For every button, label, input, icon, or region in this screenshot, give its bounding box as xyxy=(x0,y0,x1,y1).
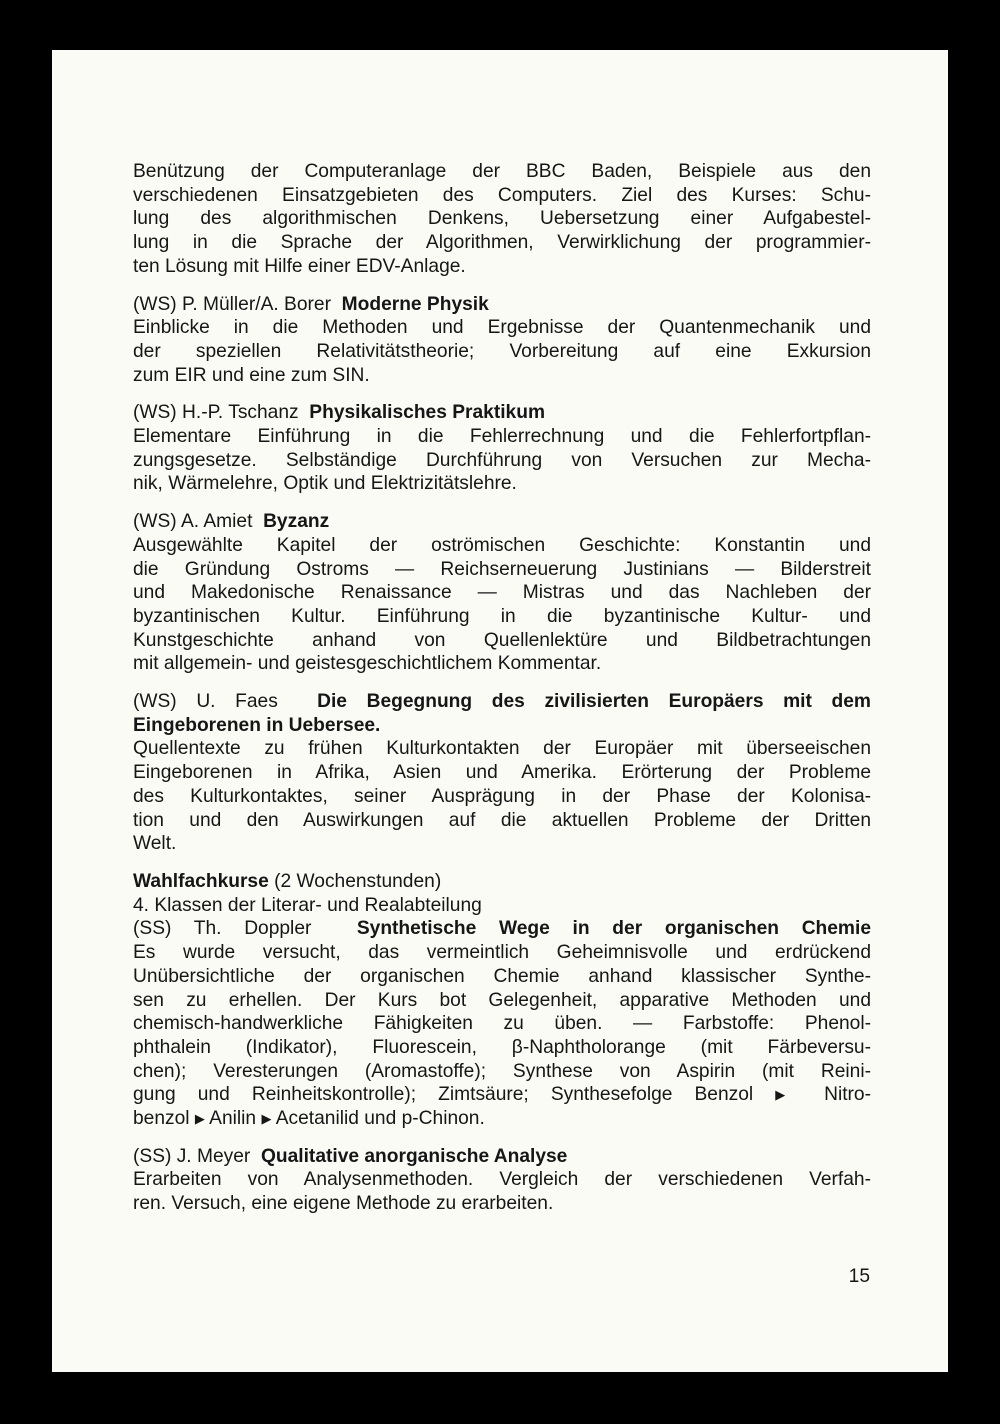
course-entry xyxy=(133,401,871,496)
text-line: ten Lösung mit Hilfe einer EDV-Anlage. xyxy=(133,255,466,277)
text-line: Einblicke in die Methoden und Ergebnisse der Quantenmechanik und xyxy=(133,317,871,339)
course-header xyxy=(133,917,871,941)
text-line: und Makedonische Renaissance — Mistras und das Nachleben der xyxy=(133,582,871,604)
text-line: chemisch-handwerkliche Fähigkeiten zu üben. — Farbstoffe: Phenol- xyxy=(133,1013,871,1035)
course-header xyxy=(133,293,871,317)
wahlfach-section xyxy=(133,870,871,1216)
text-line: verschiedenen Einsatzgebieten des Computers. Ziel des Kurses: Schu- xyxy=(133,184,871,206)
page-body xyxy=(133,160,871,1216)
text-line: ren. Versuch, eine eigene Methode zu erarbeiten. xyxy=(133,1193,554,1215)
course-prefix: (WS) H.-P. Tschanz xyxy=(133,402,299,424)
course-header xyxy=(133,401,871,425)
text-line: Unübersichtliche der organischen Chemie anhand klassischer Synthe- xyxy=(133,965,871,987)
arrow-right-icon: ▶ xyxy=(261,1111,272,1127)
intro-paragraph xyxy=(133,160,871,279)
text-line: der speziellen Relativitätstheorie; Vorbereitung auf eine Exkursion xyxy=(133,340,871,362)
text-line: nik, Wärmelehre, Optik und Elektrizitätslehre. xyxy=(133,473,517,495)
text-fragment: Anilin xyxy=(209,1108,257,1130)
section-subheading: 4. Klassen der Literar- und Realabteilung xyxy=(133,894,482,916)
text-fragment: Nitro- xyxy=(824,1084,871,1106)
text-line: lung in die Sprache der Algorithmen, Verwirklichung der programmier- xyxy=(133,232,871,254)
text-line: zum EIR und eine zum SIN. xyxy=(133,364,370,386)
text-line: phthalein (Indikator), Fluorescein, β-Naphtholorange (mit Färbeversu- xyxy=(133,1036,871,1058)
text-fragment: Acetanilid und p-Chinon. xyxy=(275,1108,485,1130)
course-title: Die Begegnung des zivilisierten Europäers mit dem xyxy=(317,691,871,713)
text-line: mit allgemein- und geistesgeschichtlichem Kommentar. xyxy=(133,653,602,675)
text-line: Benützung der Computeranlage der BBC Baden, Beispiele aus den xyxy=(133,161,871,182)
course-entry xyxy=(133,690,871,856)
course-title-continued: Eingeborenen in Uebersee. xyxy=(133,714,381,736)
course-prefix: (SS) Th. Doppler xyxy=(133,918,312,940)
page-number: 15 xyxy=(848,1266,870,1287)
text-line: Elementare Einführung in die Fehlerrechnung und die Fehlerfortpflan- xyxy=(133,426,871,448)
text-line: sen zu erhellen. Der Kurs bot Gelegenheit, apparative Methoden und xyxy=(133,989,871,1011)
course-title: Synthetische Wege in der organischen Chemie xyxy=(356,918,872,940)
course-title: Byzanz xyxy=(263,511,330,533)
course-prefix: (WS) U. Faes xyxy=(133,691,278,713)
text-line: Quellentexte zu frühen Kulturkontakten der Europäer mit überseeischen xyxy=(133,738,871,760)
text-line: die Gründung Ostroms — Reichserneuerung Justinians — Bilderstreit xyxy=(133,558,871,580)
section-heading-title: Wahlfachkurse xyxy=(133,870,269,892)
text-line: Eingeborenen in Afrika, Asien und Amerika. Erörterung der Probleme xyxy=(133,762,871,784)
course-title: Physikalisches Praktikum xyxy=(309,402,546,424)
text-line: des Kulturkontaktes, seiner Ausprägung in der Phase der Kolonisa- xyxy=(133,785,871,807)
course-prefix: (SS) J. Meyer xyxy=(133,1145,251,1167)
course-header xyxy=(133,510,871,534)
course-entry xyxy=(133,510,871,676)
course-title: Moderne Physik xyxy=(341,293,489,315)
text-line: byzantinischen Kultur. Einführung in die byzantinische Kultur- und xyxy=(133,605,871,627)
course-header xyxy=(133,690,871,714)
text-line: zungsgesetze. Selbständige Durchführung von Versuchen zur Mecha- xyxy=(133,449,871,471)
section-heading-suffix: (2 Wochenstunden) xyxy=(268,870,442,892)
course-entry xyxy=(133,293,871,388)
arrow-right-icon: ▶ xyxy=(775,1087,803,1103)
text-line: lung des algorithmischen Denkens, Uebersetzung einer Aufgabestel- xyxy=(133,208,871,230)
text-fragment: gung und Reinheitskontrolle); Zimtsäure; Synthesefolge Benzol xyxy=(133,1084,754,1106)
text-line: Kunstgeschichte anhand von Quellenlektüre und Bildbetrachtungen xyxy=(133,629,871,651)
section-heading xyxy=(133,870,871,894)
text-line: Welt. xyxy=(133,833,177,855)
text-line: chen); Veresterungen (Aromastoffe); Synthese von Aspirin (mit Reini- xyxy=(133,1060,871,1082)
text-line: Es wurde versucht, das vermeintlich Geheimnisvolle und erdrückend xyxy=(133,942,871,964)
text-line xyxy=(133,1107,871,1131)
arrow-right-icon: ▶ xyxy=(194,1111,205,1127)
course-prefix: (WS) P. Müller/A. Borer xyxy=(133,293,331,315)
course-header xyxy=(133,1145,871,1169)
course-title: Qualitative anorganische Analyse xyxy=(260,1145,568,1167)
text-line: tion und den Auswirkungen auf die aktuellen Probleme der Dritten xyxy=(133,809,871,831)
text-line: Erarbeiten von Analysenmethoden. Vergleich der verschiedenen Verfah- xyxy=(133,1169,871,1191)
course-prefix: (WS) A. Amiet xyxy=(133,511,253,533)
text-line: Ausgewählte Kapitel der oströmischen Geschichte: Konstantin und xyxy=(133,534,871,556)
text-line xyxy=(133,1083,871,1107)
text-fragment: benzol xyxy=(133,1108,190,1130)
